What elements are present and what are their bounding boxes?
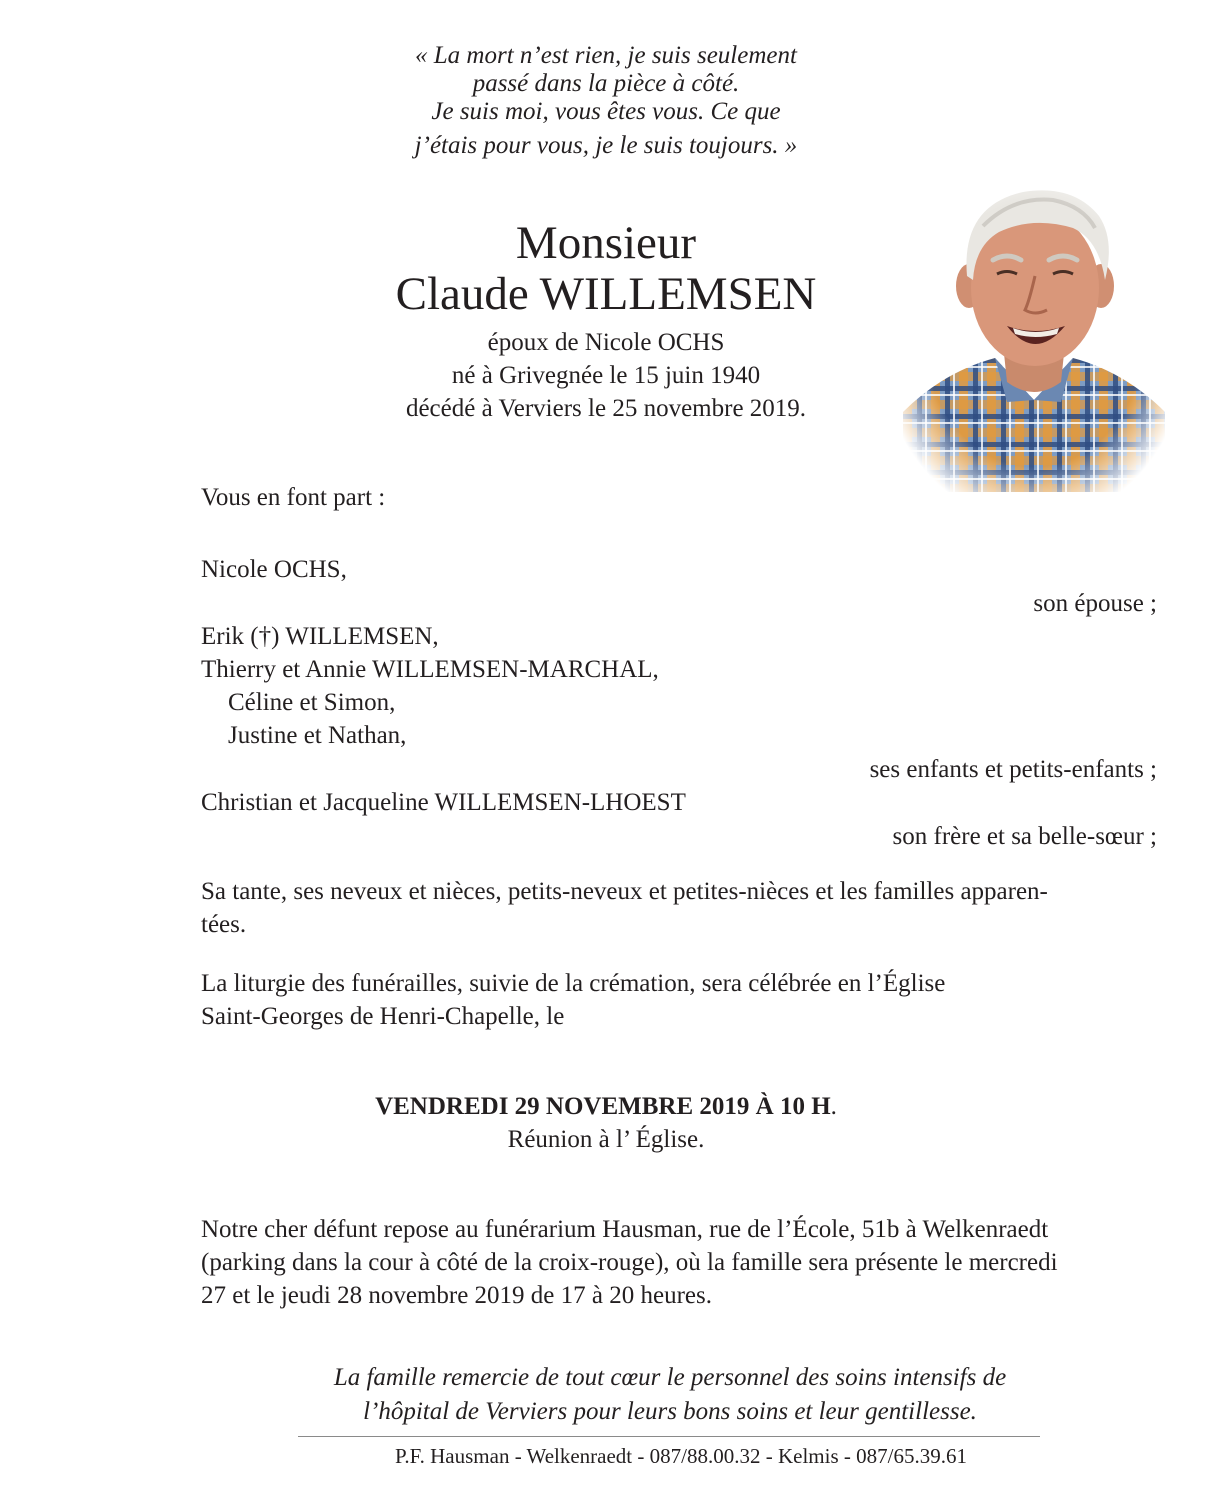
divider [298,1436,1040,1437]
ceremony-date-text: VENDREDI 29 NOVEMBRE 2019 À 10 H [375,1093,831,1120]
text-line: (parking dans la cour à côté de la croix-rouge), où la famille sera présente le mercredi [201,1249,1058,1276]
text-line: La liturgie des funérailles, suivie de la crémation, sera célébrée en l’Église [201,970,946,997]
text-line: Sa tante, ses neveux et nièces, petits-neveux et petites-nièces et les familles apparen- [201,878,1048,905]
ceremony-date [300,1090,912,1123]
birth-line: né à Grivegnée le 15 juin 1940 [451,362,761,389]
text-line: La famille remercie de tout cœur le personnel des soins intensifs de [333,1364,1007,1391]
spouse-line: époux de Nicole OCHS [487,329,725,356]
visitation-text [201,1213,1058,1312]
quote-line: passé dans la pièce à côté. [472,70,740,97]
opening-quote [300,42,912,160]
thanks-note [260,1361,1080,1429]
meeting-place: Réunion à l’ Église. [507,1126,705,1153]
intro-text: Vous en font part : [201,484,386,511]
children-role: ses enfants et petits-enfants ; [869,756,1157,783]
text-line: 27 et le jeudi 28 novembre 2019 de 17 à 20 heures. [201,1282,712,1309]
list-item: Céline et Simon, [228,689,396,716]
brother-name: Christian et Jacqueline WILLEMSEN-LHOEST [201,789,686,816]
brother-role: son frère et sa belle-sœur ; [892,823,1157,850]
spouse-role: son épouse ; [1033,590,1157,617]
list-item: Erik (†) WILLEMSEN, [201,623,439,650]
other-relatives [201,875,1048,941]
children-list [201,620,659,752]
salutation: Monsieur [515,217,697,269]
ceremony-date-period: . [830,1093,837,1120]
death-line: décédé à Verviers le 25 novembre 2019. [405,395,807,422]
list-item: Justine et Nathan, [228,722,407,749]
deceased-header [300,218,912,425]
quote-line: j’étais pour vous, je le suis toujours. » [414,132,798,159]
text-line: Notre cher défunt repose au funérarium Hausman, rue de l’École, 51b à Welkenraedt [201,1216,1049,1243]
text-line: tées. [201,911,247,938]
portrait-photo [903,176,1165,492]
spouse-name: Nicole OCHS, [201,556,347,583]
quote-line: « La mort n’est rien, je suis seulement [415,42,797,69]
deceased-name: Claude WILLEMSEN [395,268,817,320]
text-line: l’hôpital de Verviers pour leurs bons soins et leur gentillesse. [363,1398,977,1425]
liturgy-text [201,967,945,1033]
list-item: Thierry et Annie WILLEMSEN-MARCHAL, [201,656,659,683]
text-line: Saint-Georges de Henri-Chapelle, le [201,1003,565,1030]
quote-line: Je suis moi, vous êtes vous. Ce que [431,98,781,125]
funeral-home-footer: P.F. Hausman - Welkenraedt - 087/88.00.32 - Kelmis - 087/65.39.61 [395,1444,967,1468]
ceremony-date-block [300,1090,912,1156]
